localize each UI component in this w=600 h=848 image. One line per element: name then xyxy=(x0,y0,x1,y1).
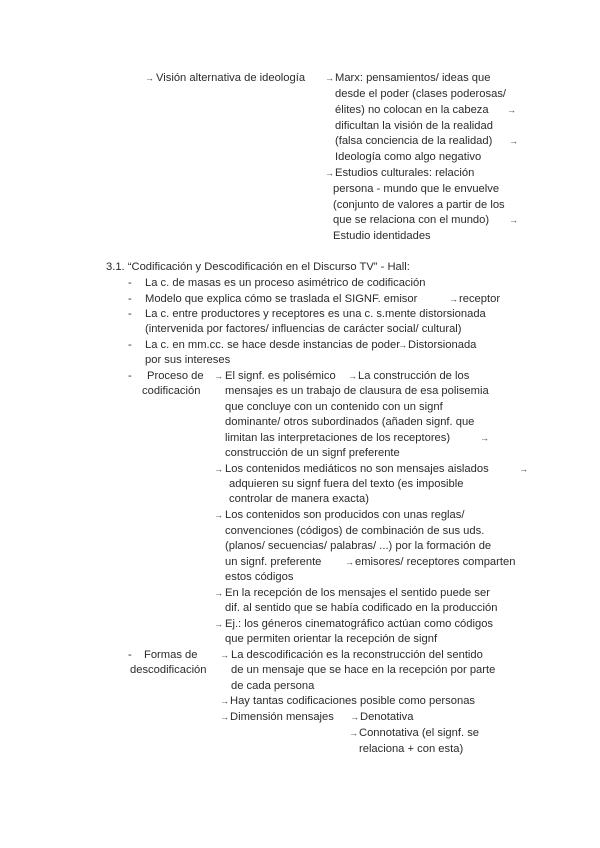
decoding-line: Dimensión mensajes xyxy=(230,711,334,723)
marx-line: Ideología como algo negativo xyxy=(335,151,482,163)
decoding-line: La descodificación es la reconstrucción del sentido xyxy=(231,649,483,661)
arrow-icon: → xyxy=(509,215,518,225)
arrow-icon: → xyxy=(345,557,354,567)
arrow-icon: → xyxy=(220,650,229,660)
decoding-line: relaciona + con esta) xyxy=(359,743,464,755)
coding-line: que concluye con un contenido con un signf xyxy=(225,401,443,413)
arrow-icon: → xyxy=(214,619,223,629)
coding-line: estos códigos xyxy=(225,571,294,583)
arrow-icon: → xyxy=(348,371,357,381)
coding-line: (planos/ secuencias/ palabras/ ...) por la formación de xyxy=(225,540,492,552)
marx-line: desde el poder (clases poderosas/ xyxy=(335,88,507,100)
coding-label: codificación xyxy=(142,385,201,397)
arrow-icon: → xyxy=(349,728,358,738)
arrow-icon: → xyxy=(507,105,516,115)
decoding-line: Denotativa xyxy=(360,711,414,723)
cultural-line: Estudio identidades xyxy=(333,230,431,242)
arrow-icon: → xyxy=(220,696,229,706)
bullet-text: La c. entre productores y receptores es una c. s.mente distorsionada xyxy=(145,308,486,320)
coding-line: La construcción de los xyxy=(358,370,470,382)
section-heading: 3.1. “Codificación y Descodificación en el Discurso TV” - Hall: xyxy=(106,261,410,273)
cultural-line: (conjunto de valores a partir de los xyxy=(333,199,505,211)
coding-line: convenciones (códigos) de combinación de sus uds. xyxy=(225,525,485,537)
arrow-icon: → xyxy=(449,294,458,304)
dash-bullet: - xyxy=(128,293,132,305)
marx-line: élites) no colocan en la cabeza xyxy=(335,104,489,116)
arrow-icon: → xyxy=(214,464,223,474)
coding-line: El signf. es polisémico xyxy=(225,370,336,382)
arrow-icon: → xyxy=(214,588,223,598)
bullet-text: receptor xyxy=(459,293,501,305)
marx-line: dificultan la visión de la realidad xyxy=(335,120,493,132)
coding-line: limitan las interpretaciones de los receptores) xyxy=(225,432,451,444)
decoding-line: de cada persona xyxy=(231,680,315,692)
dash-bullet: - xyxy=(128,339,132,351)
bullet-text: por sus intereses xyxy=(145,354,231,366)
marx-line: Marx: pensamientos/ ideas que xyxy=(335,72,491,84)
decoding-line: Hay tantas codificaciones posible como personas xyxy=(230,695,476,707)
decoding-line: Connotativa (el signf. se xyxy=(359,727,480,739)
coding-line: dominante/ otros subordinados (añaden signf. que xyxy=(225,416,475,428)
bullet-text: La c. de masas es un proceso asimétrico de codificación xyxy=(145,277,426,289)
coding-line: Los contenidos son producidos con unas reglas/ xyxy=(225,509,465,521)
dash-bullet: - xyxy=(128,277,132,289)
arrow-icon: → xyxy=(509,136,518,146)
bullet-text: Modelo que explica cómo se traslada el SIGNF. emisor xyxy=(145,293,418,305)
coding-line: En la recepción de los mensajes el sentido puede ser xyxy=(225,587,490,599)
coding-line: adquieren su signf fuera del texto (es imposible xyxy=(229,478,464,490)
decoding-label: Formas de xyxy=(144,649,198,661)
coding-line: dif. al sentido que se había codificado en la producción xyxy=(225,602,498,614)
cultural-line: persona - mundo que le envuelve xyxy=(333,183,500,195)
marx-line: (falsa conciencia de la realidad) xyxy=(335,135,493,147)
coding-line: Ej.: los géneros cinematográfico actúan como códigos xyxy=(225,618,494,630)
coding-label: Proceso de xyxy=(147,370,204,382)
coding-line: un signf. preferente xyxy=(225,556,322,568)
dash-bullet: - xyxy=(128,370,132,382)
cultural-line: que se relaciona con el mundo) xyxy=(333,214,490,226)
arrow-icon: → xyxy=(214,371,223,381)
coding-line: construcción de un signf preferente xyxy=(225,447,400,459)
coding-line: que permiten orientar la recepción de signf xyxy=(225,633,438,645)
arrow-icon: → xyxy=(214,510,223,520)
arrow-icon: → xyxy=(325,73,334,83)
dash-bullet: - xyxy=(128,649,132,661)
coding-line: controlar de manera exacta) xyxy=(229,493,369,505)
bullet-text: La c. en mm.cc. se hace desde instancias de poder xyxy=(145,339,400,351)
arrow-icon: → xyxy=(480,433,489,443)
bullet-text: (intervenida por factores/ influencias de carácter social/ cultural) xyxy=(145,323,462,335)
arrow-icon: → xyxy=(145,73,154,83)
coding-line: mensajes es un trabajo de clausura de esa polisemia xyxy=(225,385,489,397)
decoding-label: descodificación xyxy=(130,664,207,676)
dash-bullet: - xyxy=(128,308,132,320)
arrow-icon: → xyxy=(350,712,359,722)
decoding-line: de un mensaje que se hace en la recepción por parte xyxy=(231,664,496,676)
arrow-icon: → xyxy=(325,168,334,178)
bullet-text: Distorsionada xyxy=(408,339,477,351)
arrow-icon: → xyxy=(220,712,229,722)
ideology-label: Visión alternativa de ideología xyxy=(156,72,306,84)
arrow-icon: → xyxy=(519,464,528,474)
cultural-line: Estudios culturales: relación xyxy=(335,167,475,179)
arrow-icon: → xyxy=(398,340,407,350)
coding-line: Los contenidos mediáticos no son mensajes aislados xyxy=(225,463,489,475)
coding-line: emisores/ receptores comparten xyxy=(355,556,516,568)
